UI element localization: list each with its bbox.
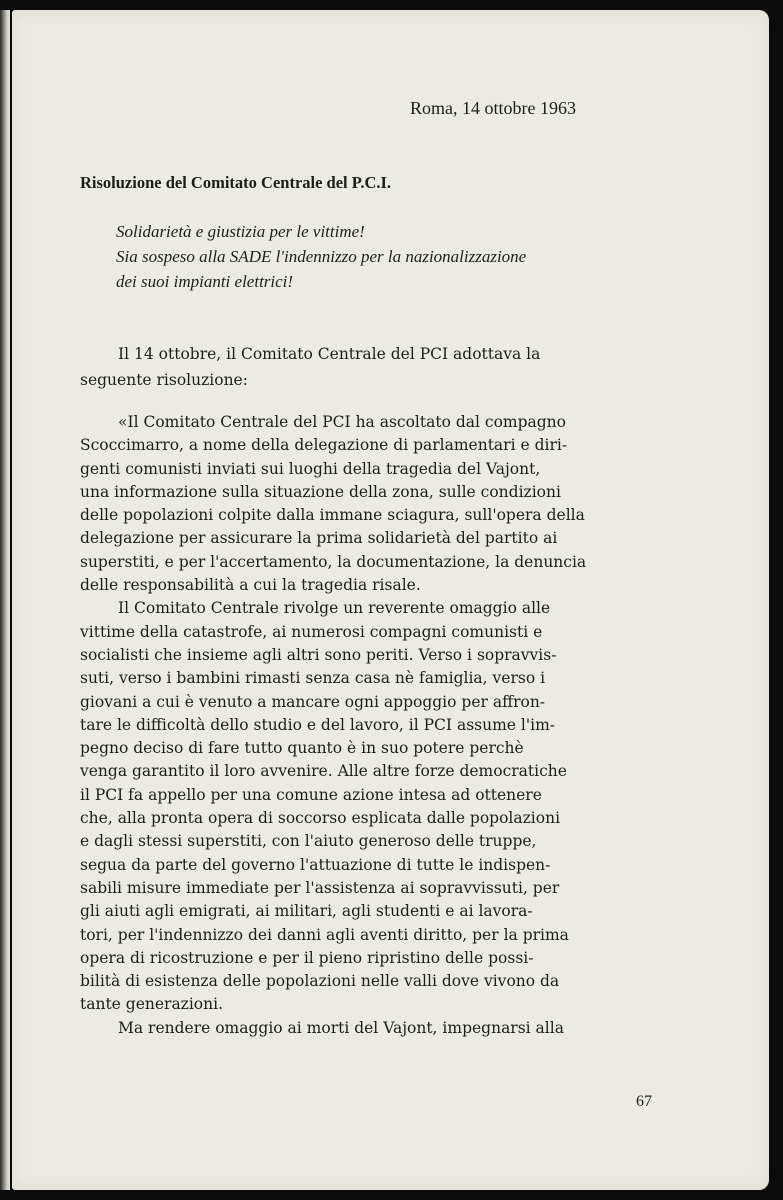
body-line: suti, verso i bambini rimasti senza casa nè famiglia, verso i — [80, 669, 546, 688]
page-date: Roma, 14 ottobre 1963 — [410, 98, 576, 118]
body-line: superstiti, e per l'accertamento, la documentazione, la denuncia — [80, 552, 587, 571]
body-line: pegno deciso di fare tutto quanto è in suo potere perchè — [80, 739, 524, 758]
page-number: 67 — [636, 1093, 652, 1110]
body-line: genti comunisti inviati sui luoghi della tragedia del Vajont, — [80, 459, 541, 478]
body-line: delle popolazioni colpite dalla immane sciagura, sull'opera della — [80, 506, 585, 525]
body-line: Ma rendere omaggio ai morti del Vajont, impegnarsi alla — [118, 1018, 564, 1037]
body-line: Il Comitato Centrale rivolge un reverente omaggio alle — [118, 599, 551, 618]
body-text — [80, 411, 586, 1040]
body-line: tare le difficoltà dello studio e del lavoro, il PCI assume l'im- — [80, 715, 556, 734]
body-line: bilità di esistenza delle popolazioni nelle valli dove vivono da — [80, 972, 560, 991]
body-line: delegazione per assicurare la prima solidarietà del partito ai — [80, 529, 558, 548]
body-line: tante generazioni. — [80, 995, 224, 1014]
body-line: una informazione sulla situazione della zona, sulle condizioni — [80, 482, 561, 501]
resolution-subtitle — [116, 219, 526, 294]
body-line: vittime della catastrofe, ai numerosi compagni comunisti e — [80, 622, 543, 641]
intro-line: seguente risoluzione: — [80, 371, 248, 389]
body-line: il PCI fa appello per una comune azione intesa ad ottenere — [80, 785, 542, 804]
body-line: Scoccimarro, a nome della delegazione di parlamentari e diri- — [80, 436, 568, 455]
body-line: tori, per l'indennizzo dei danni agli aventi diritto, per la prima — [80, 925, 569, 944]
body-line: gli aiuti agli emigrati, ai militari, agli studenti e ai lavora- — [80, 902, 533, 921]
previous-page-edge — [0, 10, 10, 1190]
subtitle-line: Sia sospeso alla SADE l'indennizzo per la nazionalizzazione — [116, 247, 527, 266]
subtitle-line: dei suoi impianti elettrici! — [116, 272, 294, 291]
intro-line: Il 14 ottobre, il Comitato Centrale del PCI adottava la — [118, 345, 541, 363]
body-line: giovani a cui è venuto a mancare ogni appoggio per affron- — [80, 692, 546, 711]
subtitle-line: Solidarietà e giustizia per le vittime! — [116, 222, 365, 241]
body-line: opera di ricostruzione e per il pieno ripristino delle possi- — [80, 948, 534, 967]
intro-paragraph — [80, 341, 540, 393]
body-line: venga garantito il loro avvenire. Alle altre forze democratiche — [80, 762, 567, 781]
resolution-heading: Risoluzione del Comitato Centrale del P.C.I. — [80, 173, 392, 192]
body-line: «Il Comitato Centrale del PCI ha ascoltato dal compagno — [118, 413, 566, 431]
body-line: socialisti che insieme agli altri sono periti. Verso i sopravvis- — [80, 645, 557, 664]
body-line: e dagli stessi superstiti, con l'aiuto generoso delle truppe, — [80, 832, 537, 851]
body-line: che, alla pronta opera di soccorso esplicata dalle popolazioni — [80, 809, 561, 828]
body-line: sabili misure immediate per l'assistenza ai sopravvissuti, per — [80, 878, 560, 897]
body-line: segua da parte del governo l'attuazione di tutte le indispen- — [80, 855, 551, 874]
body-line: delle responsabilità a cui la tragedia risale. — [80, 576, 421, 595]
